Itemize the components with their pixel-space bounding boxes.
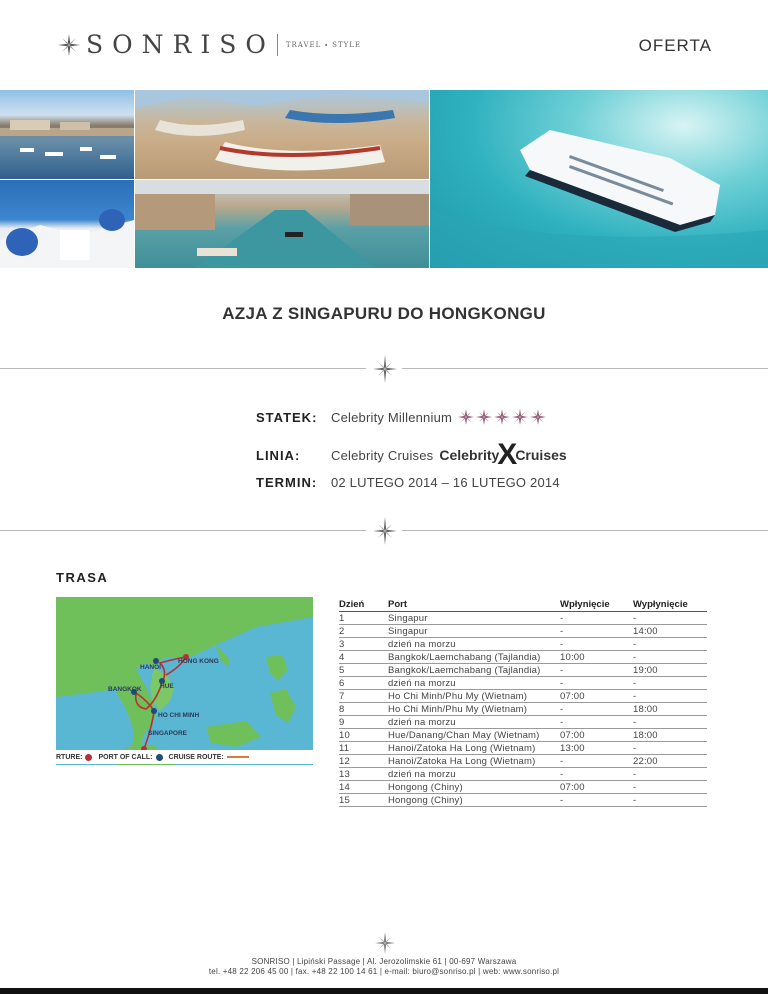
legend-cruise-route <box>169 754 249 761</box>
cell-port: Hanoi/Zatoka Ha Long (Wietnam) <box>388 742 560 755</box>
cell-port: dzień na morzu <box>388 716 560 729</box>
port-dot-icon <box>156 754 163 761</box>
cell-day: 8 <box>339 703 388 716</box>
santorini-photo <box>0 180 134 268</box>
legend-port-of-call <box>98 754 162 761</box>
cell-day: 5 <box>339 664 388 677</box>
map-label-hue: HUE <box>160 683 174 690</box>
footer-address: SONRISO | Lipiński Passage | Al. Jerozolimskie 61 | 00-697 Warszawa <box>251 957 517 966</box>
map-label-hong-kong: HONG KONG <box>178 658 219 665</box>
logo-separator <box>277 34 278 56</box>
cell-day: 2 <box>339 625 388 638</box>
cell-day: 14 <box>339 781 388 794</box>
cell-departure: - <box>633 768 707 781</box>
itinerary-table <box>339 598 707 807</box>
cell-departure: 19:00 <box>633 664 707 677</box>
cell-arrival: 07:00 <box>560 690 633 703</box>
cell-arrival: 10:00 <box>560 651 633 664</box>
rating-star-icon <box>458 409 474 425</box>
compass-star-icon <box>58 34 80 56</box>
cell-arrival: - <box>560 768 633 781</box>
col-header-port: Port <box>388 598 560 612</box>
term-label: TERMIN: <box>256 475 318 490</box>
logo-text-right: Cruises <box>515 447 567 463</box>
ornament-divider <box>0 354 768 384</box>
cell-port: Singapur <box>388 612 560 625</box>
map-label-ho-chi-minh: HO CHI MINH <box>158 712 200 719</box>
cell-port: Hanoi/Zatoka Ha Long (Wietnam) <box>388 755 560 768</box>
footer-contact <box>0 957 768 977</box>
col-header-departure: Wypłynięcie <box>633 598 707 612</box>
table-row <box>339 742 707 755</box>
table-header-row <box>339 598 707 612</box>
cell-arrival: - <box>560 638 633 651</box>
cell-day: 15 <box>339 794 388 807</box>
cell-arrival: 07:00 <box>560 781 633 794</box>
cell-departure: 18:00 <box>633 703 707 716</box>
cell-port: Ho Chi Minh/Phu My (Wietnam) <box>388 690 560 703</box>
table-row <box>339 664 707 677</box>
logo-text-left: Celebrity <box>439 447 500 463</box>
cell-departure: - <box>633 742 707 755</box>
boats-on-beach-photo <box>135 90 429 179</box>
cell-port: Ho Chi Minh/Phu My (Wietnam) <box>388 703 560 716</box>
cell-day: 3 <box>339 638 388 651</box>
map-label-singapore: SINGAPORE <box>148 730 188 737</box>
compass-star-icon <box>372 516 398 546</box>
table-row <box>339 625 707 638</box>
cell-day: 7 <box>339 690 388 703</box>
bottom-bar <box>0 988 768 994</box>
legend-departure-label: RTURE: <box>56 753 83 761</box>
celebrity-cruises-logo <box>439 440 566 470</box>
cell-port: Singapur <box>388 625 560 638</box>
table-row <box>339 638 707 651</box>
legend-departure <box>56 754 92 761</box>
cell-arrival: 07:00 <box>560 729 633 742</box>
venice-canal-photo <box>135 180 429 268</box>
cell-port: dzień na morzu <box>388 677 560 690</box>
ship-rating <box>458 409 546 425</box>
route-line-icon <box>227 756 249 758</box>
line-value: Celebrity Cruises <box>331 447 434 463</box>
map-legend <box>56 750 313 764</box>
cell-arrival: - <box>560 703 633 716</box>
cell-arrival: - <box>560 625 633 638</box>
cell-port: Hue/Danang/Chan May (Wietnam) <box>388 729 560 742</box>
cell-port: Hongong (Chiny) <box>388 794 560 807</box>
legend-route-label: CRUISE ROUTE: <box>168 753 224 761</box>
cell-departure: - <box>633 781 707 794</box>
cell-departure: - <box>633 677 707 690</box>
brand-name: SONRISO <box>86 30 275 59</box>
cell-arrival: - <box>560 664 633 677</box>
map-label-hanoi: HANOI <box>140 664 161 671</box>
departure-dot-icon <box>85 754 92 761</box>
map-label-bangkok: BANGKOK <box>108 686 142 693</box>
line-row <box>256 440 567 470</box>
cell-day: 10 <box>339 729 388 742</box>
cell-arrival: - <box>560 794 633 807</box>
cell-port: Hongong (Chiny) <box>388 781 560 794</box>
table-row <box>339 690 707 703</box>
cell-day: 9 <box>339 716 388 729</box>
table-row <box>339 794 707 807</box>
ornament-divider <box>0 516 768 546</box>
table-row <box>339 716 707 729</box>
cell-day: 13 <box>339 768 388 781</box>
table-row <box>339 755 707 768</box>
cell-port: dzień na morzu <box>388 638 560 651</box>
cell-day: 1 <box>339 612 388 625</box>
footer-contacts: tel. +48 22 206 45 00 | fax. +48 22 100 14 61 | e-mail: biuro@sonriso.pl | web: www.sonriso.pl <box>208 967 560 976</box>
cell-arrival: - <box>560 677 633 690</box>
photo-collage <box>0 90 768 268</box>
cell-day: 6 <box>339 677 388 690</box>
table-row <box>339 651 707 664</box>
cell-port: Bangkok/Laemchabang (Tajlandia) <box>388 651 560 664</box>
cell-departure: 14:00 <box>633 625 707 638</box>
term-value: 02 LUTEGO 2014 – 16 LUTEGO 2014 <box>331 475 560 490</box>
ship-label: STATEK: <box>256 409 318 425</box>
cell-arrival: - <box>560 612 633 625</box>
compass-star-icon <box>372 354 398 384</box>
cruise-title: AZJA Z SINGAPURU DO HONGKONGU <box>222 304 546 323</box>
cell-arrival: - <box>560 755 633 768</box>
cell-port: Bangkok/Laemchabang (Tajlandia) <box>388 664 560 677</box>
port-marker-ho-chi-minh <box>151 708 157 714</box>
cell-departure: - <box>633 638 707 651</box>
brand-tagline: TRAVEL ∙ STYLE <box>285 40 362 49</box>
cell-day: 4 <box>339 651 388 664</box>
sonriso-logo <box>58 30 361 59</box>
table-row <box>339 768 707 781</box>
document-type: OFERTA <box>638 36 712 55</box>
rating-star-icon <box>512 409 528 425</box>
legend-port-label: PORT OF CALL: <box>98 753 153 761</box>
line-label: LINIA: <box>256 447 301 463</box>
rating-star-icon <box>476 409 492 425</box>
route-map <box>56 597 313 765</box>
compass-star-icon <box>375 932 395 954</box>
cell-departure: 22:00 <box>633 755 707 768</box>
cell-departure: - <box>633 716 707 729</box>
logo-x-mark: X <box>497 438 518 471</box>
rating-star-icon <box>530 409 546 425</box>
cell-departure: - <box>633 690 707 703</box>
table-row <box>339 703 707 716</box>
cell-arrival: 13:00 <box>560 742 633 755</box>
cell-departure: - <box>633 794 707 807</box>
col-header-day: Dzień <box>339 598 388 612</box>
cell-day: 12 <box>339 755 388 768</box>
cell-day: 11 <box>339 742 388 755</box>
cell-departure: - <box>633 612 707 625</box>
cell-departure: 18:00 <box>633 729 707 742</box>
table-row <box>339 612 707 625</box>
cruise-ship-photo <box>430 90 768 268</box>
term-row <box>256 475 560 490</box>
rating-star-icon <box>494 409 510 425</box>
table-row <box>339 729 707 742</box>
table-row <box>339 677 707 690</box>
col-header-arrival: Wpłynięcie <box>560 598 633 612</box>
cell-port: dzień na morzu <box>388 768 560 781</box>
cell-arrival: - <box>560 716 633 729</box>
ship-row <box>256 409 546 425</box>
table-row <box>339 781 707 794</box>
harbor-photo <box>0 90 134 179</box>
cell-departure: - <box>633 651 707 664</box>
route-heading: TRASA <box>56 570 109 585</box>
ship-value: Celebrity Millennium <box>331 409 453 425</box>
